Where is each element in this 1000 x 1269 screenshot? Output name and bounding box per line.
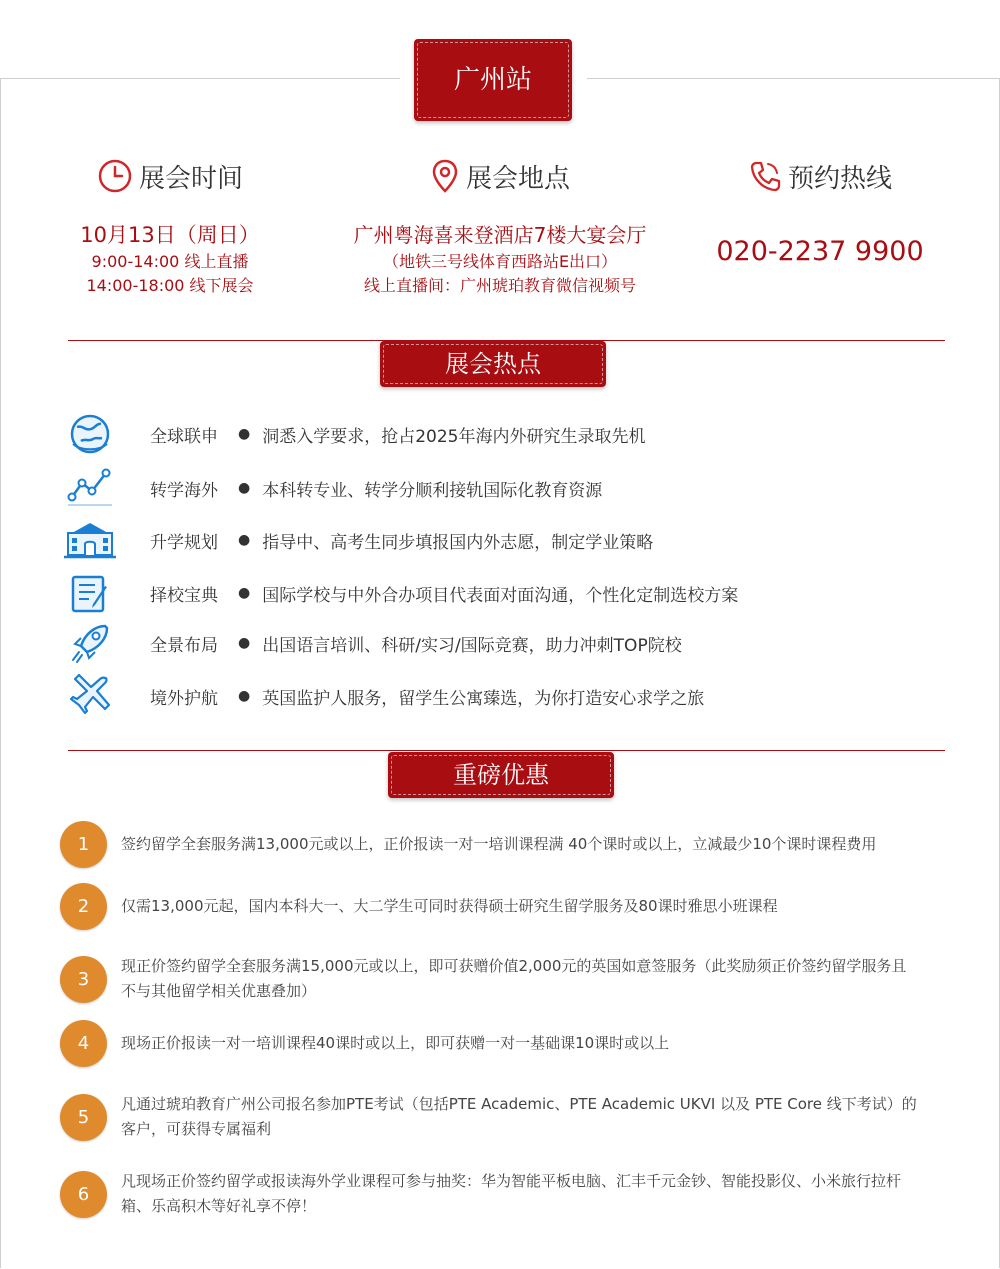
highlight-desc: 本科转专业、转学分顺利接轨国际化教育资源 — [262, 480, 603, 501]
trend-chart-icon — [64, 465, 116, 511]
bullet-dot: ● — [238, 688, 251, 704]
city-title-badge: 广州站 — [414, 39, 572, 121]
rocket-icon — [67, 620, 113, 666]
highlight-title: 境外护航 — [150, 688, 218, 709]
offer-text: 凡通过琥珀教育广州公司报名参加PTE考试（包括PTE Academic、PTE Academic UKVI 以及 PTE Core 线下考试）的客户，可获得专属福利 — [121, 1095, 917, 1138]
venue-address: 广州粤海喜来登酒店7楼大宴会厅 — [353, 223, 647, 247]
divider-line — [68, 750, 945, 751]
event-time-heading — [50, 156, 290, 196]
bullet-dot: ● — [238, 585, 251, 601]
globe-icon — [67, 411, 113, 457]
highlight-desc: 指导中、高考生同步填报国内外志愿，制定学业策略 — [262, 532, 654, 553]
offer-number: 2 — [60, 883, 107, 930]
highlight-title: 升学规划 — [150, 532, 218, 553]
live-channel: 线上直播间：广州琥珀教育微信视频号 — [363, 276, 636, 295]
metro-exit: （地铁三号线体育西路站E出口） — [382, 252, 618, 271]
offer-item — [60, 883, 930, 930]
offer-text: 仅需13,000元起，国内本科大一、大二学生可同时获得硕士研究生留学服务及80课时雅思小班课程 — [121, 897, 778, 915]
highlight-row — [60, 619, 940, 667]
bullet-dot: ● — [238, 532, 251, 548]
highlight-title: 全景布局 — [150, 635, 218, 656]
offer-item — [60, 1020, 930, 1067]
highlight-row — [60, 672, 940, 720]
highlights-badge: 展会热点 — [380, 341, 606, 387]
offer-number: 1 — [60, 821, 107, 868]
hotline-heading — [700, 156, 940, 196]
highlight-desc: 国际学校与中外合办项目代表面对面沟通，个性化定制选校方案 — [262, 585, 739, 606]
highlight-desc: 出国语言培训、科研/实习/国际竞赛，助力冲刺TOP院校 — [262, 635, 682, 656]
event-place-heading — [310, 156, 690, 196]
airplane-icon — [67, 673, 113, 719]
school-building-icon — [62, 520, 118, 560]
event-time-section — [50, 156, 290, 298]
highlight-title: 转学海外 — [150, 480, 218, 501]
offer-text: 现场正价报读一对一培训课程40课时或以上，即可获赠一对一基础课10课时或以上 — [121, 1034, 670, 1052]
bullet-dot: ● — [238, 635, 251, 651]
offer-item — [60, 954, 930, 1004]
offer-number: 5 — [60, 1094, 107, 1141]
highlight-desc: 洞悉入学要求，抢占2025年海内外研究生录取先机 — [262, 426, 646, 447]
offer-number: 3 — [60, 956, 107, 1003]
offline-session: 14:00-18:00 线下展会 — [86, 276, 254, 295]
clock-icon — [97, 158, 133, 194]
offers-badge: 重磅优惠 — [388, 752, 614, 798]
offer-number: 6 — [60, 1171, 107, 1218]
bullet-dot: ● — [238, 480, 251, 496]
online-session: 9:00-14:00 线上直播 — [91, 252, 249, 271]
offer-item — [60, 1092, 930, 1142]
phone-icon — [748, 159, 782, 193]
event-date: 10月13日（周日） — [80, 223, 260, 247]
bullet-dot: ● — [238, 426, 251, 442]
offer-text: 签约留学全套服务满13,000元或以上，正价报读一对一培训课程满 40个课时或以上，立减最少10个课时课程费用 — [121, 835, 877, 853]
highlight-desc: 英国监护人服务，留学生公寓臻选，为你打造安心求学之旅 — [262, 688, 705, 709]
hotline-title: 预约热线 — [787, 163, 892, 194]
hotline-number[interactable]: 020-2237 9900 — [716, 236, 924, 267]
event-place-section — [310, 156, 690, 298]
book-pencil-icon — [67, 571, 113, 615]
offer-item — [60, 1169, 930, 1219]
highlight-row — [60, 516, 940, 564]
hotline-section — [700, 156, 940, 270]
offer-text: 凡现场正价签约留学或报读海外学业课程可参与抽奖：华为智能平板电脑、汇丰千元金钞、智能投影仪、小米旅行拉杆箱、乐高积木等好礼享不停！ — [121, 1172, 902, 1215]
highlight-row — [60, 464, 940, 512]
offer-item — [60, 821, 930, 868]
highlight-title: 择校宝典 — [150, 585, 218, 606]
event-place-title: 展会地点 — [465, 163, 570, 194]
highlight-title: 全球联申 — [150, 426, 218, 447]
highlight-row — [60, 410, 940, 458]
location-pin-icon — [430, 158, 460, 194]
offer-number: 4 — [60, 1020, 107, 1067]
highlight-row — [60, 569, 940, 617]
offer-text: 现正价签约留学全套服务满15,000元或以上，即可获赠价值2,000元的英国如意签服务（此奖励须正价签约留学服务且不与其他留学相关优惠叠加） — [121, 957, 907, 1000]
event-time-title: 展会时间 — [138, 163, 243, 194]
